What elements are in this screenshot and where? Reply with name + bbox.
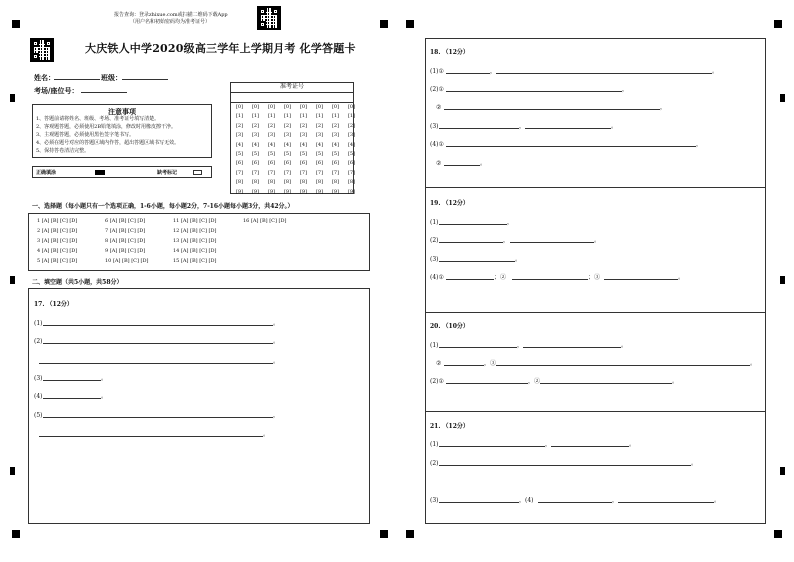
- exam-id-digit-bubble[interactable]: [6]: [347, 160, 356, 167]
- exam-id-digit-bubble[interactable]: [1]: [267, 113, 276, 120]
- registration-mark: [780, 94, 785, 102]
- q18-part3-end: 。: [611, 123, 618, 130]
- q21-part3-label: (3): [430, 497, 439, 504]
- exam-id-digit-bubble[interactable]: [6]: [267, 160, 276, 167]
- exam-id-digit-column: [249, 103, 262, 197]
- exam-id-digit-column: [313, 103, 326, 197]
- exam-id-digit-bubble[interactable]: [1]: [347, 113, 356, 120]
- exam-id-digit-bubble[interactable]: [8]: [235, 179, 244, 186]
- exam-id-digit-column: [265, 103, 278, 197]
- notice-item: 2、客观题答题，必须使用2B铅笔填涂，修改时用橡皮擦干净。: [36, 124, 177, 130]
- notice-box: [32, 104, 212, 158]
- q17-part2-label: (2): [34, 338, 43, 345]
- exam-id-digit-bubble[interactable]: [0]: [251, 104, 260, 110]
- q18-part3-answer-line[interactable]: [525, 128, 611, 129]
- q21-part4-end: 。: [714, 497, 721, 504]
- q21-part2-label: (2): [430, 460, 439, 467]
- q19-part4-end: 。: [678, 274, 685, 281]
- q21-part4-answer-line[interactable]: [618, 502, 714, 503]
- mc-empty-cell: [243, 227, 303, 235]
- q19-part4-label: (4)①: [430, 274, 444, 281]
- divider: [425, 312, 766, 313]
- registration-mark: [380, 20, 388, 28]
- q21-part1-answer-line[interactable]: [439, 446, 545, 447]
- exam-id-digit-bubble[interactable]: [9]: [347, 188, 356, 195]
- exam-id-digit-bubble[interactable]: [2]: [235, 122, 244, 129]
- q20-part2-label: ②: [436, 360, 442, 367]
- q18-part4-answer-line[interactable]: [446, 146, 696, 147]
- notice-item: 5、保持答卷清洁完整。: [36, 148, 90, 154]
- exam-id-digit-bubble[interactable]: [3]: [267, 132, 276, 139]
- mc-question-row[interactable]: 12 [A] [B] [C] [D]: [173, 228, 217, 234]
- exam-id-digit-bubble[interactable]: [6]: [283, 160, 292, 167]
- q21-part1-end: 。: [629, 441, 636, 448]
- correct-fill-label: 正确填涂: [36, 170, 57, 176]
- q18-part2b-answer-line[interactable]: [444, 109, 660, 110]
- exam-id-digit-column: [297, 103, 310, 197]
- q17-part1-answer-line[interactable]: [43, 325, 273, 326]
- exam-id-digit-bubble[interactable]: [6]: [299, 160, 308, 167]
- q20-part3-answer-line[interactable]: [446, 383, 528, 384]
- q17-part3-end: 。: [101, 375, 108, 382]
- exam-id-digit-bubble[interactable]: [2]: [267, 122, 276, 129]
- exam-id-digit-bubble[interactable]: [0]: [331, 104, 340, 110]
- q17-part5-end: 。: [263, 431, 270, 438]
- exam-id-digit-bubble[interactable]: [9]: [331, 188, 340, 195]
- q19-part3-end: 。: [515, 256, 522, 263]
- q20-part3-end: 。: [672, 378, 679, 385]
- exam-id-digit-bubble[interactable]: [8]: [283, 179, 292, 186]
- exam-id-digit-bubble[interactable]: [3]: [235, 132, 244, 139]
- exam-id-digit-bubble[interactable]: [7]: [299, 169, 308, 176]
- q18-part1-end: 。: [712, 68, 719, 75]
- q18-part1-answer-line[interactable]: [496, 73, 712, 74]
- q17-part2-end: 。: [273, 338, 280, 345]
- exam-id-digit-bubble[interactable]: [0]: [267, 104, 276, 110]
- exam-id-digit-bubble[interactable]: [7]: [251, 169, 260, 176]
- q21-part2-end: 。: [691, 460, 698, 467]
- divider: [425, 411, 766, 412]
- q17-part5-answer-line[interactable]: [43, 417, 273, 418]
- registration-mark: [780, 467, 785, 475]
- q20-part2-end: 。: [750, 360, 757, 367]
- q19-title: 19. （12分）: [430, 200, 469, 207]
- registration-mark: [380, 530, 388, 538]
- mc-question-row[interactable]: 14 [A] [B] [C] [D]: [173, 248, 217, 254]
- name-label: 姓名：: [34, 73, 55, 82]
- q19-part4-answer-line[interactable]: [512, 279, 588, 280]
- exam-id-write-row[interactable]: [231, 93, 353, 103]
- q19-part3-answer-line[interactable]: [439, 261, 515, 262]
- q18-part3-sep: ，: [519, 123, 526, 130]
- q21-part1-label: (1): [430, 441, 439, 448]
- page-title: 大庆铁人中学2020级高三学年上学期月考 化学答题卡: [85, 42, 356, 55]
- mc-empty-cell: [243, 247, 303, 255]
- exam-id-digit-bubble[interactable]: [9]: [299, 188, 308, 195]
- registration-mark: [774, 20, 782, 28]
- registration-mark: [774, 530, 782, 538]
- notice-item: 1、答题前请将姓名、班级、考场、准考证号填写清楚。: [36, 116, 160, 122]
- exam-id-digit-bubble[interactable]: [6]: [235, 160, 244, 167]
- exam-id-digit-bubble[interactable]: [2]: [283, 122, 292, 129]
- q17-part5-end: ，: [273, 412, 280, 419]
- q17-part3-answer-line[interactable]: [43, 380, 101, 381]
- exam-id-digit-bubble[interactable]: [3]: [347, 132, 356, 139]
- exam-id-digit-bubble[interactable]: [4]: [283, 141, 292, 148]
- q18-part4-end: ，: [696, 141, 703, 148]
- notice-item: 3、主观题答题，必须使用黑色签字笔书写。: [36, 132, 135, 138]
- q19-part2-answer-line[interactable]: [510, 242, 594, 243]
- exam-id-digit-bubble[interactable]: [8]: [251, 179, 260, 186]
- registration-mark: [406, 20, 414, 28]
- exam-id-digit-bubble[interactable]: [8]: [315, 179, 324, 186]
- q21-title: 21. （12分）: [430, 423, 469, 430]
- exam-id-digit-bubble[interactable]: [5]: [315, 150, 324, 157]
- section2-heading: 二、填空题（共5小题，共58分）: [32, 279, 123, 286]
- exam-id-digit-bubble[interactable]: [0]: [315, 104, 324, 110]
- mc-empty-cell: [243, 257, 303, 265]
- exam-id-digit-bubble[interactable]: [8]: [331, 179, 340, 186]
- registration-mark: [10, 276, 15, 284]
- exam-id-digit-bubble[interactable]: [4]: [315, 141, 324, 148]
- exam-id-digit-bubble[interactable]: [1]: [251, 113, 260, 120]
- registration-mark: [406, 530, 414, 538]
- mc-question-row[interactable]: 3 [A] [B] [C] [D]: [37, 238, 78, 244]
- q17-part4-answer-line[interactable]: [43, 398, 101, 399]
- q17-part2-end: 。: [273, 358, 280, 365]
- registration-mark: [780, 276, 785, 284]
- registration-mark: [12, 20, 20, 28]
- mc-question-row[interactable]: 1 [A] [B] [C] [D]: [37, 218, 78, 224]
- exam-id-digit-bubble[interactable]: [3]: [283, 132, 292, 139]
- exam-id-digit-bubble[interactable]: [6]: [331, 160, 340, 167]
- q20-part1-end: 。: [621, 342, 628, 349]
- q19-part3-label: (3): [430, 256, 439, 263]
- correct-fill-sample-icon: [95, 170, 105, 175]
- q18-part4b-label: ②: [436, 160, 442, 167]
- q20-part1-sep: ，: [517, 342, 524, 349]
- q17-title: 17. （12分）: [34, 301, 73, 308]
- mc-question-row[interactable]: 13 [A] [B] [C] [D]: [173, 238, 217, 244]
- q19-part4-answer-line[interactable]: [446, 279, 494, 280]
- exam-id-digit-bubble[interactable]: [3]: [251, 132, 260, 139]
- mc-question-row[interactable]: 6 [A] [B] [C] [D]: [105, 218, 146, 224]
- q20-part1-label: (1): [430, 342, 439, 349]
- mc-question-row[interactable]: 16 [A] [B] [C] [D]: [243, 218, 287, 224]
- header-notice-line1: 报告查询：登录zhixue.com或扫描二维码下载App: [114, 12, 228, 18]
- exam-id-digit-bubble[interactable]: [7]: [331, 169, 340, 176]
- absent-mark-label: 缺考标记: [157, 170, 178, 176]
- exam-id-digit-bubble[interactable]: [5]: [251, 150, 260, 157]
- exam-id-digit-bubble[interactable]: [2]: [251, 122, 260, 129]
- q18-part2b-label: ②: [436, 104, 442, 111]
- header-notice-line2: （用户名和初始密码均为准考证号）: [130, 19, 211, 25]
- class-label: 班级：: [101, 73, 122, 82]
- exam-id-digit-bubble[interactable]: [3]: [299, 132, 308, 139]
- qr-code-icon[interactable]: [30, 38, 54, 62]
- q20-part2-sep: ，③: [484, 360, 497, 367]
- exam-id-bubble-grid[interactable]: [233, 103, 358, 197]
- mc-empty-cell: [243, 237, 303, 245]
- registration-mark: [10, 467, 15, 475]
- q17-part3-label: (3): [34, 375, 43, 382]
- q19-part1-label: (1): [430, 219, 439, 226]
- q17-answer-box: [28, 288, 370, 524]
- mc-question-row[interactable]: 9 [A] [B] [C] [D]: [105, 248, 146, 254]
- q18-part1-answer-line[interactable]: [446, 73, 490, 74]
- q17-part5-label: (5): [34, 412, 43, 419]
- q18-part2-label: (2)①: [430, 86, 444, 93]
- qr-code-icon[interactable]: [257, 6, 281, 30]
- q17-part2-answer-line[interactable]: [39, 363, 273, 364]
- q18-part2-answer-line[interactable]: [446, 91, 622, 92]
- exam-id-digit-bubble[interactable]: [4]: [267, 141, 276, 148]
- q21-part1-sep: ，: [545, 441, 552, 448]
- mc-question-row[interactable]: 11 [A] [B] [C] [D]: [173, 218, 217, 224]
- q21-part2-answer-line[interactable]: [439, 465, 691, 466]
- section1-heading: 一、选择题（每小题只有一个选项正确，1-6小题，每小题2分，7-16小题每小题3分，共42分。）: [32, 203, 294, 210]
- name-field[interactable]: [54, 79, 100, 80]
- exam-id-digit-bubble[interactable]: [4]: [235, 141, 244, 148]
- q18-part4-label: (4)①: [430, 141, 444, 148]
- q19-part2-end: 。: [594, 237, 601, 244]
- absent-mark-checkbox[interactable]: [193, 170, 202, 175]
- exam-id-digit-bubble[interactable]: [7]: [267, 169, 276, 176]
- q17-part4-end: 。: [101, 393, 108, 400]
- exam-id-digit-bubble[interactable]: [8]: [299, 179, 308, 186]
- q19-part1-answer-line[interactable]: [439, 224, 507, 225]
- q20-part3-label: (2)①: [430, 378, 444, 385]
- exam-id-digit-bubble[interactable]: [6]: [251, 160, 260, 167]
- exam-id-digit-bubble[interactable]: [4]: [251, 141, 260, 148]
- q18-part1-label: (1)①: [430, 68, 444, 75]
- exam-id-digit-bubble[interactable]: [2]: [331, 122, 340, 129]
- q17-part2-answer-line[interactable]: [43, 343, 273, 344]
- class-field[interactable]: [122, 79, 168, 80]
- exam-id-digit-bubble[interactable]: [0]: [235, 104, 244, 110]
- exam-id-digit-bubble[interactable]: [5]: [235, 150, 244, 157]
- q20-part2-answer-line[interactable]: [444, 365, 484, 366]
- exam-id-digit-bubble[interactable]: [5]: [283, 150, 292, 157]
- q17-part1-end: 。: [273, 320, 280, 327]
- exam-id-digit-bubble[interactable]: [9]: [251, 188, 260, 195]
- room-seat-field[interactable]: [81, 92, 127, 93]
- exam-id-digit-bubble[interactable]: [2]: [299, 122, 308, 129]
- exam-id-digit-bubble[interactable]: [8]: [267, 179, 276, 186]
- exam-id-digit-bubble[interactable]: [8]: [347, 179, 356, 186]
- mc-question-row[interactable]: 10 [A] [B] [C] [D]: [105, 258, 149, 264]
- multiple-choice-grid[interactable]: [37, 217, 303, 265]
- exam-id-digit-bubble[interactable]: [7]: [283, 169, 292, 176]
- room-seat-label: 考场/座位号：: [34, 86, 79, 95]
- exam-id-digit-bubble[interactable]: [7]: [347, 169, 356, 176]
- exam-id-digit-bubble[interactable]: [7]: [235, 169, 244, 176]
- registration-mark: [10, 94, 15, 102]
- exam-id-digit-bubble[interactable]: [5]: [299, 150, 308, 157]
- mc-question-row[interactable]: 5 [A] [B] [C] [D]: [37, 258, 78, 264]
- exam-id-digit-bubble[interactable]: [9]: [235, 188, 244, 195]
- q20-part3-answer-line[interactable]: [540, 383, 672, 384]
- exam-id-digit-bubble[interactable]: [1]: [315, 113, 324, 120]
- exam-id-digit-bubble[interactable]: [3]: [331, 132, 340, 139]
- q19-part1-end: ，: [507, 219, 514, 226]
- mc-question-row[interactable]: 8 [A] [B] [C] [D]: [105, 238, 146, 244]
- exam-id-digit-bubble[interactable]: [5]: [347, 150, 356, 157]
- exam-id-digit-bubble[interactable]: [0]: [299, 104, 308, 110]
- mc-question-row[interactable]: 15 [A] [B] [C] [D]: [173, 258, 217, 264]
- multiple-choice-box: [28, 213, 370, 271]
- q19-part2-answer-line[interactable]: [439, 242, 503, 243]
- q20-part1-answer-line[interactable]: [439, 347, 517, 348]
- exam-id-digit-bubble[interactable]: [1]: [283, 113, 292, 120]
- q18-part3-answer-line[interactable]: [439, 128, 519, 129]
- q21-part3-sep: ，(4): [519, 497, 534, 504]
- q19-part2-sep: ，: [503, 237, 510, 244]
- exam-id-digit-bubble[interactable]: [1]: [235, 113, 244, 120]
- exam-id-digit-column: [233, 103, 246, 197]
- mc-question-row[interactable]: 4 [A] [B] [C] [D]: [37, 248, 78, 254]
- q19-part4-sep: ；③: [588, 274, 601, 281]
- exam-id-digit-bubble[interactable]: [3]: [315, 132, 324, 139]
- exam-id-box: [230, 82, 354, 194]
- exam-id-digit-bubble[interactable]: [9]: [283, 188, 292, 195]
- q20-part2-answer-line[interactable]: [496, 365, 750, 366]
- exam-id-digit-bubble[interactable]: [9]: [267, 188, 276, 195]
- q19-part4-answer-line[interactable]: [604, 279, 678, 280]
- exam-id-digit-bubble[interactable]: [2]: [315, 122, 324, 129]
- q20-part3-sep: ，②: [528, 378, 541, 385]
- q18-part4b-answer-line[interactable]: [444, 165, 480, 166]
- q21-part1-answer-line[interactable]: [551, 446, 629, 447]
- exam-id-digit-bubble[interactable]: [4]: [347, 141, 356, 148]
- exam-id-digit-bubble[interactable]: [9]: [315, 188, 324, 195]
- q18-part2b-end: ，: [660, 104, 667, 111]
- q20-part1-answer-line[interactable]: [523, 347, 621, 348]
- q17-part5-answer-line[interactable]: [39, 436, 263, 437]
- exam-id-digit-column: [345, 103, 358, 197]
- q20-title: 20. （10分）: [430, 323, 469, 330]
- q19-part4-sep: ；②: [494, 274, 507, 281]
- notice-item: 4、必须在题号对应的答题区域内作答，超出答题区域书写无效。: [36, 140, 180, 146]
- exam-id-label: 准考证号: [231, 83, 353, 93]
- mc-question-row[interactable]: 2 [A] [B] [C] [D]: [37, 228, 78, 234]
- q18-title: 18. （12分）: [430, 49, 469, 56]
- exam-id-digit-bubble[interactable]: [4]: [331, 141, 340, 148]
- exam-id-digit-bubble[interactable]: [7]: [315, 169, 324, 176]
- q21-part4-sep: ，: [612, 497, 619, 504]
- exam-id-digit-bubble[interactable]: [0]: [283, 104, 292, 110]
- q17-part4-label: (4): [34, 393, 43, 400]
- registration-mark: [12, 530, 20, 538]
- exam-id-digit-bubble[interactable]: [4]: [299, 141, 308, 148]
- q19-part2-label: (2): [430, 237, 439, 244]
- divider: [425, 187, 766, 188]
- q17-part1-label: (1): [34, 320, 43, 327]
- q18-part2-end: ，: [622, 86, 629, 93]
- exam-id-digit-bubble[interactable]: [5]: [267, 150, 276, 157]
- q21-part4-answer-line[interactable]: [538, 502, 612, 503]
- q18-part1-sep: ，: [490, 68, 497, 75]
- fill-legend-box: [32, 166, 212, 178]
- q18-part3-label: (3): [430, 123, 439, 130]
- notice-title: 注意事项: [108, 107, 136, 116]
- exam-id-digit-column: [329, 103, 342, 197]
- exam-id-digit-bubble[interactable]: [1]: [331, 113, 340, 120]
- mc-question-row[interactable]: 7 [A] [B] [C] [D]: [105, 228, 146, 234]
- q21-part3-answer-line[interactable]: [439, 502, 519, 503]
- exam-id-digit-column: [281, 103, 294, 197]
- exam-id-digit-bubble[interactable]: [6]: [315, 160, 324, 167]
- exam-id-digit-bubble[interactable]: [5]: [331, 150, 340, 157]
- exam-id-digit-bubble[interactable]: [2]: [347, 122, 356, 129]
- exam-id-digit-bubble[interactable]: [1]: [299, 113, 308, 120]
- exam-id-digit-bubble[interactable]: [0]: [347, 104, 356, 110]
- q18-part4b-end: 。: [480, 160, 487, 167]
